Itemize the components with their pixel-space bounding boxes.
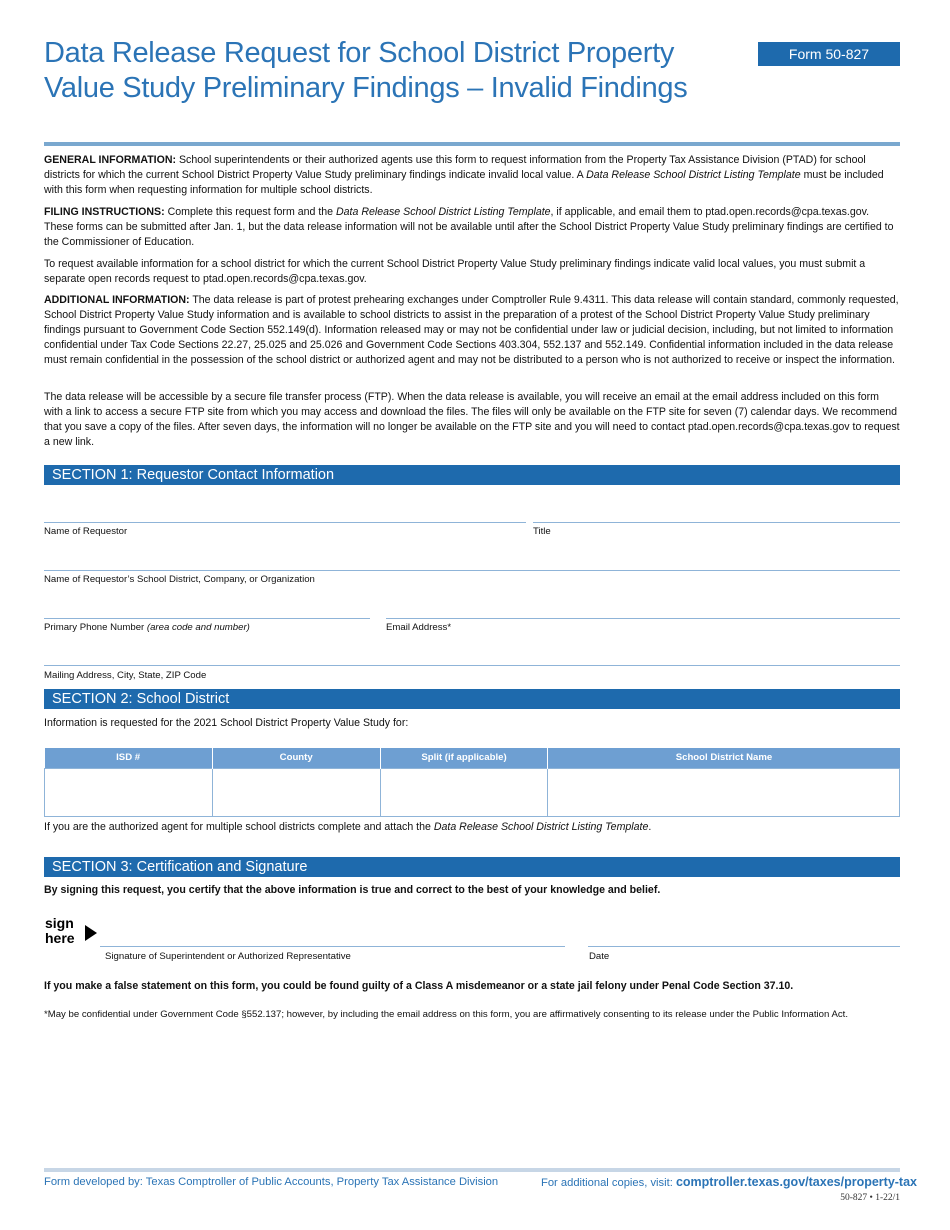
footer-developed-by: Form developed by: Texas Comptroller of Public Accounts, Property Tax Assistance Division xyxy=(44,1176,499,1188)
mailing-address-field[interactable] xyxy=(44,665,900,666)
additional-information-paragraph: ADDITIONAL INFORMATION: The data release is part of protest prehearing exchanges under Comptroller Rule 9.4311. This data release will contain standard, commonly requested, School District Property Value Study information and is available to school districts to assist in the preparation of a protest of the School District Property Value Study preliminary findings pursuant to Government Code Section 552.149(d). Information released may or may not be confidential under law or judicial decision, including, but not limited to information confidential under Tax Code Sections 22.27, 25.025 and 25.026 and Government Code Sections 403.304, 552.137 and 552.149. Confidential information included in the data release must remain confidential in the possession of the school district or authorized agent and may not be distributed to a person who is not authorized to receive or inspect the information. xyxy=(44,294,899,366)
phone-field[interactable] xyxy=(44,618,370,619)
ftp-note-paragraph: The data release will be accessible by a secure file transfer process (FTP). When the data release is available, you will receive an email at the email address included on this form with a link to access a secure FTP site from which you may access and download the files. The files will only be available on the FTP site for seven (7) calendar days. We recommend that you save a copy of the files. After seven days, the information will no longer be available on the FTP site and you will need to contact ptad.open.records@cpa.texas.gov to request a new link. xyxy=(44,391,900,448)
date-field[interactable] xyxy=(588,946,900,947)
section-2-heading: SECTION 2: School District xyxy=(44,689,900,709)
header-divider xyxy=(44,142,900,146)
mailing-address-label: Mailing Address, City, State, ZIP Code xyxy=(44,670,207,681)
signature-field[interactable] xyxy=(100,946,565,947)
footer-copies: For additional copies, visit: comptroller.texas.gov/taxes/property-tax xyxy=(541,1175,917,1189)
filing-instructions-paragraph: FILING INSTRUCTIONS: Complete this request form and the Data Release School District Listing Template, if applicable, and email them to ptad.open.records@cpa.texas.gov. These forms can be submitted after Jan. 1, but the data release information will not be available until after the School District Property Value Study preliminary findings are certified to the Commissioner of Education. xyxy=(44,206,894,248)
template-name: Data Release School District Listing Template xyxy=(336,206,551,218)
split-column-header: Split (if applicable) xyxy=(380,748,548,768)
false-statement-warning: If you make a false statement on this form, you could be found guilty of a Class A misdemeanor or a state jail felony under Penal Code Section 37.10. xyxy=(44,980,794,992)
section-3-heading: SECTION 3: Certification and Signature xyxy=(44,857,900,877)
email-label: Email Address* xyxy=(386,622,452,633)
phone-label: Primary Phone Number (area code and number) xyxy=(44,622,250,633)
date-label: Date xyxy=(589,951,610,962)
valid-values-note: To request available information for a school district for which the current School District Property Value Study preliminary findings indicate valid local values, you must submit a separate open records request to ptad.open.records@cpa.texas.gov. xyxy=(44,258,866,285)
additional-information-label: ADDITIONAL INFORMATION: xyxy=(44,294,190,306)
organization-field[interactable] xyxy=(44,570,900,571)
district-name-column-header: School District Name xyxy=(548,748,900,768)
form-revision-code: 50-827 • 1-22/1 xyxy=(840,1193,900,1203)
section-2-intro: Information is requested for the 2021 School District Property Value Study for: xyxy=(44,717,409,729)
district-name-cell[interactable] xyxy=(548,768,900,816)
isd-number-cell[interactable] xyxy=(45,768,213,816)
general-information-paragraph: GENERAL INFORMATION: School superintendents or their authorized agents use this form to request information from the Property Tax Assistance Division (PTAD) for school districts for which the current School District Property Value Study preliminary findings indicate invalid local value. A Data Release School District Listing Template must be included with this form when requesting information for multiple school districts. xyxy=(44,154,884,196)
email-confidentiality-footnote: *May be confidential under Government Code §552.137; however, by including the email address on this form, you are affirmatively consenting to its release under the Public Information Act. xyxy=(44,1009,849,1020)
county-cell[interactable] xyxy=(212,768,380,816)
email-field[interactable] xyxy=(386,618,900,619)
split-cell[interactable] xyxy=(380,768,548,816)
multiple-districts-note: If you are the authorized agent for multiple school districts complete and attach the Data Release School District Listing Template. xyxy=(44,821,652,833)
sign-here-arrow-icon xyxy=(85,925,97,941)
footer-copies-link[interactable]: comptroller.texas.gov/taxes/property-tax xyxy=(675,1175,917,1189)
certification-statement: By signing this request, you certify that the above information is true and correct to the best of your knowledge and belief. xyxy=(44,884,661,896)
template-name: Data Release School District Listing Template xyxy=(586,169,801,181)
signature-label: Signature of Superintendent or Authorized Representative xyxy=(105,951,351,962)
sign-here-marker: sign here xyxy=(45,915,75,946)
school-district-table xyxy=(44,748,900,817)
county-column-header: County xyxy=(212,748,380,768)
requestor-name-label: Name of Requestor xyxy=(44,526,128,537)
form-number-badge: Form 50-827 xyxy=(758,42,900,66)
requestor-name-field[interactable] xyxy=(44,522,526,523)
section-1-heading: SECTION 1: Requestor Contact Information xyxy=(44,465,900,485)
filing-instructions-label: FILING INSTRUCTIONS: xyxy=(44,206,165,218)
requestor-title-field[interactable] xyxy=(533,522,900,523)
organization-label: Name of Requestor’s School District, Company, or Organization xyxy=(44,574,315,585)
general-information-label: GENERAL INFORMATION: xyxy=(44,154,177,166)
footer-divider xyxy=(44,1168,900,1172)
requestor-title-label: Title xyxy=(533,526,551,537)
table-row xyxy=(45,768,900,816)
isd-column-header: ISD # xyxy=(45,748,213,768)
page-title: Data Release Request for School District Property Value Study Preliminary Findings – Invalid Findings xyxy=(44,37,688,104)
